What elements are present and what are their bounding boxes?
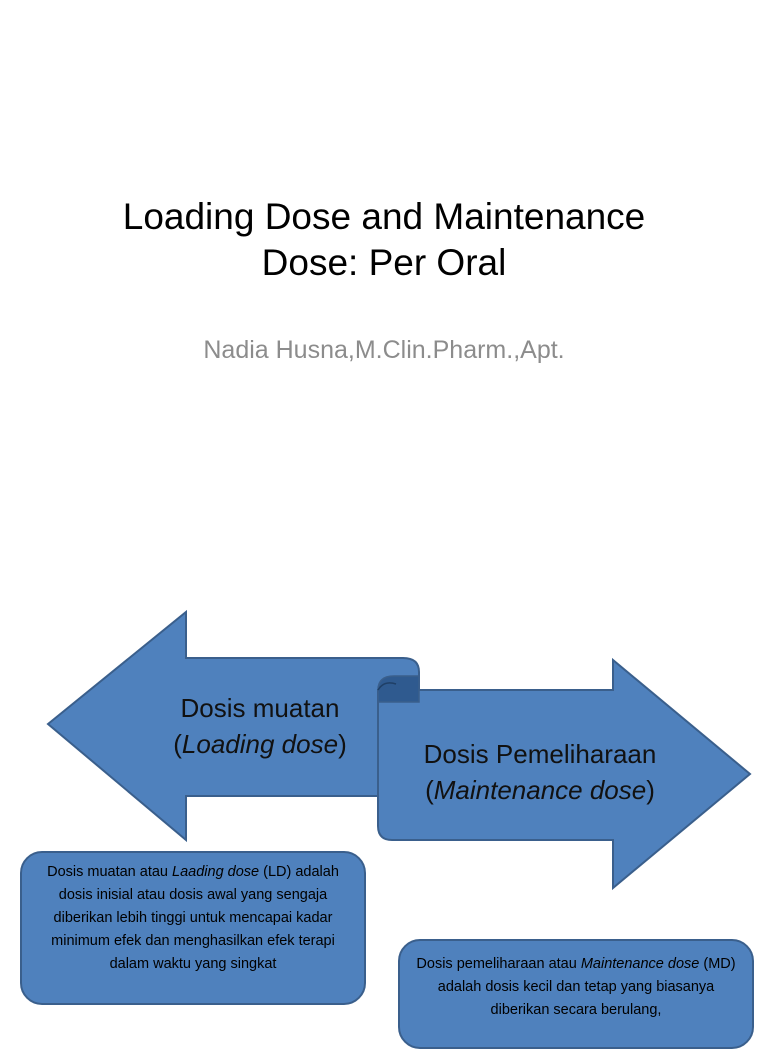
title-line-1: Loading Dose and Maintenance (122, 196, 646, 237)
slide-title (40, 194, 728, 286)
left-arrow-line-1: Dosis muatan (180, 693, 340, 723)
loading-dose-definition-box (20, 851, 366, 1005)
right-arrow-line-1: Dosis Pemeliharaan (423, 739, 657, 769)
maintenance-dose-term: Maintenance dose (433, 775, 647, 805)
slide-subtitle: Nadia Husna,M.Clin.Pharm.,Apt. (203, 336, 565, 364)
loading-dose-definition-text: Dosis muatan atau Laading dose (LD) adalah dosis inisial atau dosis awal yang sengaja diberikan lebih tinggi untuk mencapai kadar minimum efek dan menghasilkan efek terapi dalam waktu yang singkat (47, 864, 339, 972)
maintenance-dose-definition-box (398, 939, 754, 1049)
right-arrow-line-2: (Maintenance dose) (425, 775, 655, 805)
left-arrow-label (130, 690, 390, 762)
maintenance-dose-definition-text: Dosis pemeliharaan atau Maintenance dose (MD) adalah dosis kecil dan tetap yang biasanya diberikan secara berulang, (416, 956, 736, 1018)
title-slide (0, 190, 768, 430)
left-arrow-line-2: (Loading dose) (173, 729, 347, 759)
diagram-slide (0, 600, 768, 1024)
title-line-2: Dose: Per Oral (261, 242, 507, 283)
loading-dose-term: Loading dose (181, 729, 339, 759)
right-arrow-label (380, 736, 700, 808)
